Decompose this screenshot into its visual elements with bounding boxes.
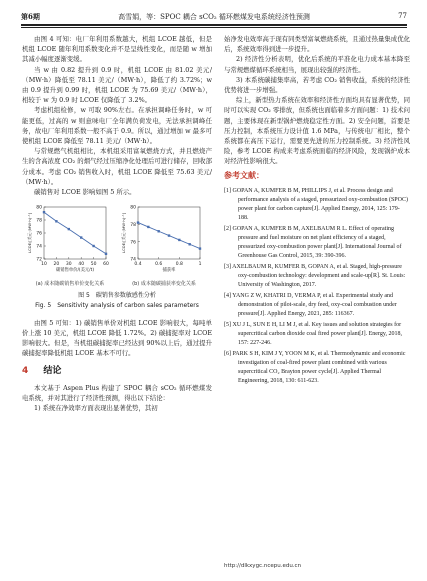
panel-a-ytick-label: 80 [36, 205, 42, 211]
paragraph: 由图 4 可知：电厂年利用系数越大，机组 LCOE 越低，但是机组 LCOE 随年利用系数变化并不是呈线性变化，而是随 w 增加其减小幅度逐渐变缓。 [22, 35, 212, 64]
right-column [224, 34, 410, 388]
paragraph: 当 w 由 0.82 提升到 0.9 时，机组 LCOE 由 81.02 美元/（MW·h）降低至 78.11 美元/（MW·h），降低了约 3.72%；w 由 0.9 提升到 0.99 时，机组 LCOE 为 75.69 美元/（MW·h），相较于 w 为 0.9 时 LCOE 仅降低了 3.2%。 [22, 65, 212, 105]
panel-b-xlabel: 捕获率 [162, 268, 176, 274]
paragraph: 1) 系统在净效率方面表现出显著优势，其初 [34, 404, 158, 413]
panel-b-xtick-label: 1 [198, 262, 202, 268]
panel-b-ytick-label: 74 [130, 257, 136, 263]
panel-a-ytick-label: 72 [36, 257, 42, 263]
figure-5-chart [22, 201, 212, 289]
panel-a-data-point [43, 211, 45, 213]
chart-panel-a [27, 205, 109, 273]
panel-a-data-point [80, 237, 82, 239]
panel-a-ytick-label: 76 [36, 231, 42, 237]
reference-item: [6] PARK S H, KIM J Y, YOON M K, et al. Thermodynamic and economic investigation of coal-fired power plant combined with various supercritical CO₂ Brayton power cycle[J]. Applied Thermal Engineering, 2018, 130: 611-623. [224, 350, 406, 384]
panel-b-data-point [168, 235, 170, 237]
panel-a-xlabel: 碳销售单价/(美元/t) [55, 268, 95, 274]
panel-a-xtick-label: 30 [65, 262, 72, 268]
paragraph: 2) 经济性分析表明，优化后系统的平准化电力成本基本降至与常规燃煤循环系统相当，展现出较强的经济性。 [224, 55, 410, 74]
panel-b-xtick-label: 0.6 [155, 262, 163, 268]
paragraph: 3) 本系统碳捕集率高，若考虑 CO₂ 销售收益，系统的经济性优势将进一步增强。 [224, 75, 410, 95]
page-number: 77 [398, 12, 407, 20]
panel-b-data-point [157, 230, 159, 232]
reference-item: [3] AXELBAUM R, KUMFER B, GOPAN A, et al. Staged, high-pressure oxy-combustion technology: development and scale-up[R]. St. Louis: University of Washington, 2017. [224, 263, 406, 288]
panel-a-xtick-label: 60 [103, 262, 109, 268]
reference-item: [5] XU J L, SUN E H, LI M J, et al. Key issues and solution strategies for supercritical carbon dioxide coal fired power plant[J]. Energy, 2018, 157: 227-246. [224, 321, 402, 346]
section-number: 4 [22, 366, 29, 377]
panel-a-ytick-label: 74 [36, 244, 42, 250]
paragraph: 考虑机组检修，w 可取 90%左右。在承担调峰任务时，w 可能更低，过高的 w 则意味电厂全年满负荷发电，无法承担调峰任务，故电厂年利用系数一般不高于 0.9。所以，通过增加 w 最多可使机组 LCOE 降低至 78.11 美元/（MW·h）。 [22, 106, 212, 146]
panel-b-ytick-label: 76 [130, 240, 136, 246]
panel-b-ylabel: LCOE/[美元·(MW·h)⁻¹] [121, 213, 126, 254]
panel-b-label: (b) 成本随碳捕获率变化关系 [132, 281, 196, 288]
figure-caption-cn: 图 5 碳销售参数敏感性分析 [78, 292, 156, 300]
panel-b-data-point [188, 243, 190, 245]
paragraph: 始净发电效率高于现有同类型富氧燃烧系统，且通过热量集成优化后，系统效率得到进一步提升。 [224, 35, 410, 54]
panel-b-xtick-label: 0.4 [134, 262, 142, 268]
journal-url: http://dlkxygc.ncepu.edu.cn [224, 563, 302, 569]
panel-a-label: (a) 成本随碳销售单价变化关系 [35, 281, 105, 288]
section-heading [22, 366, 212, 376]
panel-b-ytick-label: 78 [130, 223, 136, 229]
paragraph: 与常规燃气机组相比，本机组采用富氧燃烧方式，并且燃烧产生的含高浓度 CO₂ 的烟气经过压缩净化处理后可进行储存，回收部分成本。考虑 CO₂ 销售收入时，机组 LCOE 降低至 75.63 美元/（MW·h）。 [22, 147, 212, 186]
panel-a-data-point [68, 228, 70, 230]
issue-number: 第6期 [21, 12, 40, 21]
panel-b-data-point [147, 226, 149, 228]
panel-a-series-line [44, 212, 106, 254]
left-column [22, 34, 212, 413]
reference-item: [2] GOPAN A, KUMFER B M, AXELBAUM R L. Effect of operating pressure and fuel moisture on net plant efficiency of a staged, pressurized oxy-combustion power plant[J]. International Journal of Greenhouse Gas Control, 2015, 39: 390-396. [224, 225, 402, 259]
panel-a-data-point [55, 220, 57, 222]
panel-a-xtick-label: 40 [78, 262, 85, 268]
panel-b-data-point [178, 239, 180, 241]
paragraph: 由图 5 可知：1) 碳销售单价对机组 LCOE 影响很大，每吨单价上涨 10 美元，机组 LCOE 降低 1.72%。2) 碳捕捉率对 LCOE 影响很大。但是，当机组碳捕捉率已经达到 90%以上后，通过提升碳捕捉率降低机组 LCOE 基本不可行。 [22, 318, 212, 358]
panel-b-data-point [137, 222, 139, 224]
page-header [21, 10, 407, 24]
panel-a-data-point [92, 245, 94, 247]
panel-a-xtick-label: 10 [41, 262, 47, 268]
header-rule-thin [21, 27, 407, 28]
references-heading: 参考文献： [224, 170, 264, 180]
panel-b-plot-frame [138, 207, 200, 259]
panel-b-xtick-label: 0.8 [175, 262, 183, 268]
panel-a-xtick-label: 20 [53, 262, 60, 268]
reference-item: [4] YANG Z W, KHATRI D, VERMA P, et al. Experimental study and demonstration of pilot-scale, dry feed, oxy-coal combustion under pressure[J]. Applied Energy, 2021, 285: 116367. [224, 292, 397, 317]
figure-5 [22, 201, 212, 289]
chart-panel-b [121, 205, 202, 273]
paragraph: 碳销售对 LCOE 影响如图 5 所示。 [34, 188, 136, 197]
reference-item: [1] GOPAN A, KUMFER B M, PHILLIPS J, et al. Process design and performance analysis of a staged, pressurized oxy-combustion (SPOC) power plant for carbon capture[J]. Applied Energy, 2014, 125: 179-188. [224, 187, 408, 221]
panel-a-ylabel: LCOE/[美元·(MW·h)⁻¹] [27, 213, 32, 254]
panel-a-xtick-label: 50 [90, 262, 97, 268]
panel-a-data-point [105, 253, 107, 255]
running-title: 高雪娟，等：SPOC 耦合 sCO₂ 循环燃煤发电系统经济性预测 [118, 13, 310, 21]
panel-a-ytick-label: 78 [36, 218, 42, 224]
header-rule [21, 24, 407, 26]
section-title: 结论 [43, 366, 62, 377]
panel-b-data-point [199, 248, 201, 250]
paragraph: 本文基于 Aspen Plus 构建了 SPOC 耦合 sCO₂ 循环燃煤发电系统，并对其进行了经济性预测，得出以下结论： [22, 383, 212, 402]
paragraph: 综上，新型热力系统在效率和经济性方面均具有显著优势，同时可以实现 CO₂ 零排放，但系统也面临着多方面问题：1) 技术问题，主要体现在新型锅炉燃烧稳定性方面。2) 安全问题，首要是压力控制，本系统压力设计值 1.6 MPa，与传统电厂相比，整个系统都在高压下运行，需要更先进的压力控制系统。3) 经济性风险，参考 LCOE 构成来考虑系统面临的经济风险，发现锅炉成本对经济性影响很大。 [224, 96, 410, 166]
figure-caption-en: Fig. 5 Sensitivity analysis of carbon sales parameters [35, 302, 199, 310]
panel-b-ytick-label: 80 [130, 205, 136, 211]
